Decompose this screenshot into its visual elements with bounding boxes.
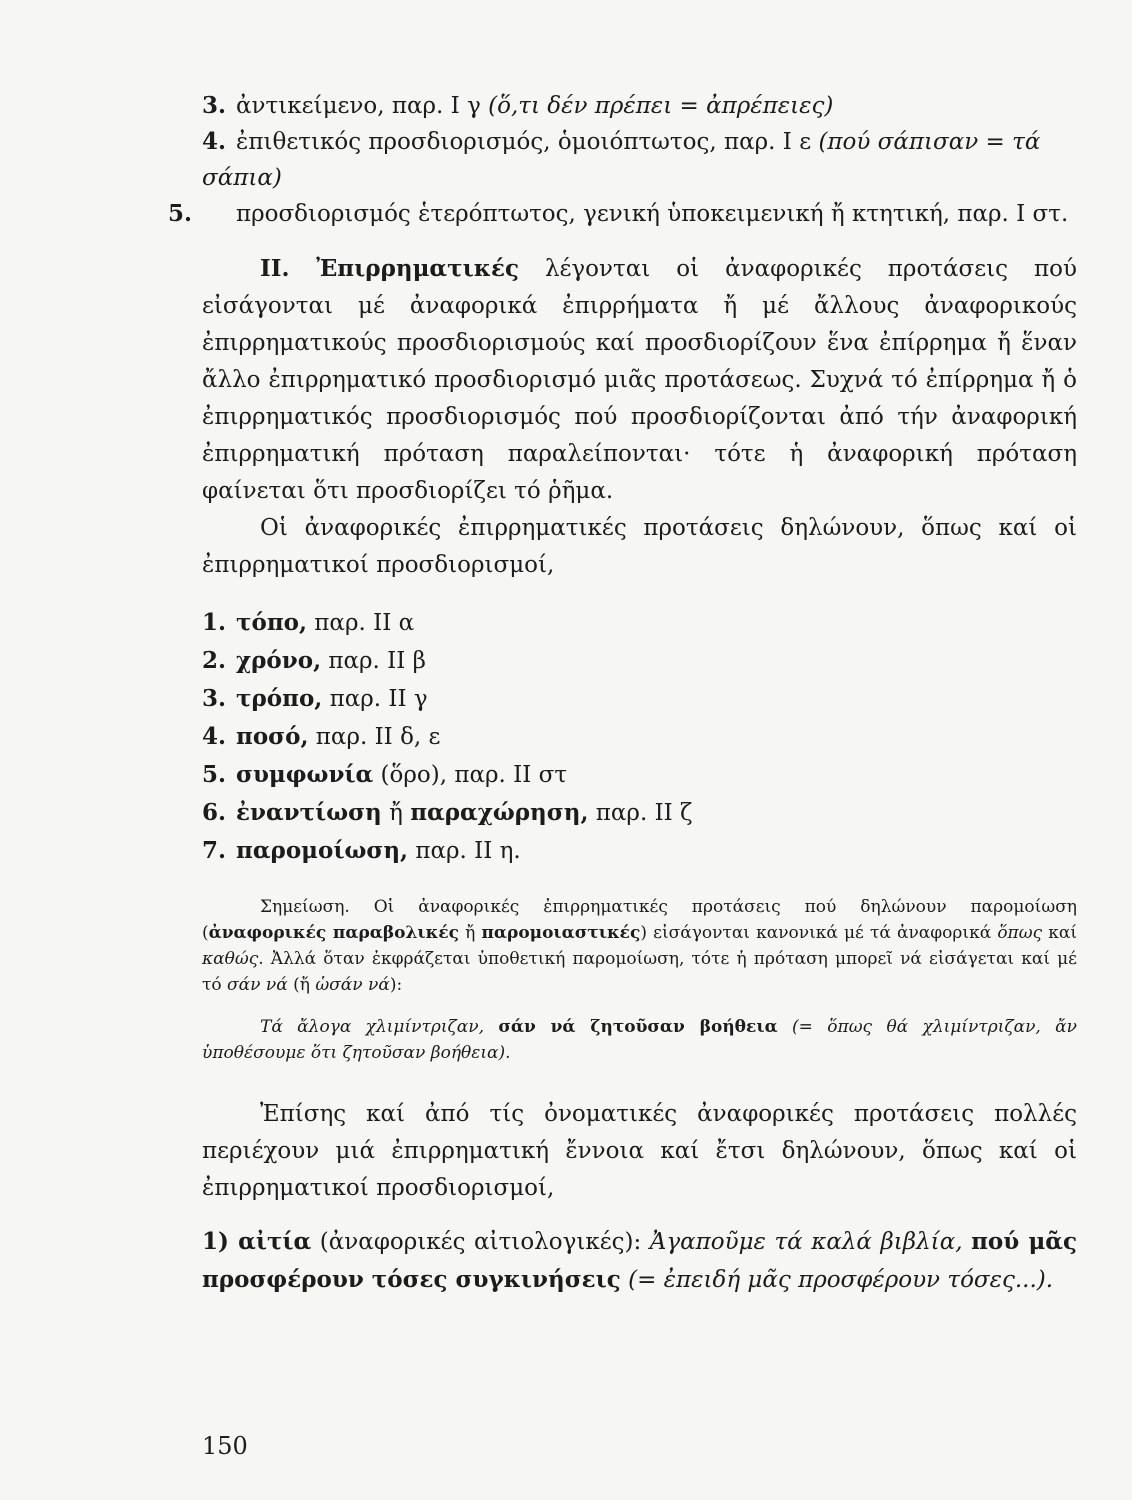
section-body: λέγονται οἱ ἀναφορικές προτάσεις πού εἰσάγονται μέ ἀναφορικά ἐπιρρήματα ἤ μέ ἄλλους ἀναφορικούς ἐπιρρηματικούς προσδιορισμούς καί προσδιορίζουν ἕνα ἐπίρρημα ἤ ἕναν ἄλλο ἐπιρρηματικό προσδιορισμό μιᾶς προτάσεως. Συχνά τό ἐπίρρημα ἤ ὁ ἐπιρρηματικός προσδιορισμός πού προσδιορίζονται ἀπό τήν ἀναφορική ἐπιρρηματική πρόταση παραλείπονται· τότε ἡ ἀναφορική πρόταση φαίνεται ὅτι προσδιορίζει τό ῥῆμα. [202, 256, 1077, 504]
note-text: καί [1042, 923, 1078, 943]
item-ref: παρ. ΙΙ α [307, 610, 415, 636]
item-term: χρόνο, [236, 647, 322, 674]
item-number: 5. [202, 761, 227, 788]
paragraph-3: Ἐπίσης καί ἀπό τίς ὀνοματικές ἀναφορικές προτάσεις πολλές περιέχουν μιά ἐπιρρηματική ἔννοια καί ἔτσι δηλώνουν, ὅπως καί οἱ ἐπιρρηματικοί προσδιορισμοί, [202, 1101, 1077, 1201]
note-text: . Ἀλλά ὅταν ἐκφράζεται ὑποθετική παρομοίωση, τότε ἡ πρόταση μπορεῖ νά εἰσάγεται καί μέ τό [202, 949, 1077, 995]
example-clause: σάν νά ζητοῦσαν βοήθεια [498, 1017, 778, 1037]
page-body [168, 88, 1078, 1299]
note-text: Σημείωση. Οἱ ἀναφορικές ἐπιρρηματικές προτάσεις πού δηλώνουν παρομοίωση ( [202, 897, 1077, 943]
note-italic: ὡσάν νά [315, 975, 390, 995]
list-item [202, 794, 1077, 832]
item-text: ἀντικείμενο, παρ. Ι γ [236, 93, 489, 119]
item-text: (ἀναφορικές αἰτιολογικές): [311, 1229, 650, 1255]
example-text: Τά ἄλογα χλιμίντριζαν, [260, 1017, 499, 1037]
item-ref: παρ. ΙΙ ζ [588, 800, 693, 826]
item-term: αἰτία [228, 1228, 312, 1255]
item-term: ἐναντίωση [236, 799, 382, 826]
item-number: 1. [202, 609, 227, 636]
item-term: τόπο, [236, 609, 307, 636]
item-number: 5. [168, 200, 193, 227]
item-ref: παρ. ΙΙ β [321, 648, 426, 674]
item-number: 6. [202, 799, 227, 826]
list1-item [202, 124, 1077, 196]
list-item [202, 756, 1077, 794]
example-text: (= ὅπως θά χλιμίντριζαν, ἄν ὑποθέσουμε ὅτι ζητοῦσαν βοήθεια). [202, 1017, 1077, 1063]
section-2-intro: Οἱ ἀναφορικές ἐπιρρηματικές προτάσεις δηλώνουν, ὅπως καί οἱ ἐπιρρηματικοί προσδιορισμοί, [202, 515, 1077, 578]
item-term: ποσό, [236, 723, 309, 750]
item-number: 4. [202, 723, 227, 750]
note-text: ) εἰσάγονται κανονικά μέ τά ἀναφορικά [640, 923, 998, 943]
note-term: παρομοιαστικές [481, 923, 641, 943]
example-clause: πού μᾶς προσφέρουν τόσες συγκινήσεις [202, 1228, 1077, 1293]
item-italic: (ὅ,τι δέν πρέπει = ἀπρέπειες) [488, 93, 834, 119]
item-ref: παρ. ΙΙ γ [322, 686, 428, 712]
item-number: 7. [202, 837, 227, 864]
section-heading: ΙΙ. Ἐπιρρηματικές [260, 255, 519, 282]
item-italic: (πού σάπισαν = τά σάπια) [202, 129, 1041, 191]
item-term-2: παραχώρηση, [410, 799, 589, 826]
example-italic: Ἀγαποῦμε τά καλά βιβλία, [649, 1229, 972, 1255]
list-item [202, 832, 1077, 870]
item-term: παρομοίωση, [236, 837, 409, 864]
note-italic: ὅπως [997, 923, 1043, 943]
item-term: συμφωνία [236, 761, 374, 788]
adverbial-list [202, 604, 1077, 870]
item-number: 3. [202, 685, 227, 712]
note-text: ): [389, 975, 403, 995]
note-italic: καθώς [202, 949, 259, 969]
item-ref: παρ. ΙΙ η. [408, 838, 521, 864]
item-number: 4. [202, 128, 227, 155]
page-number: 150 [202, 1432, 248, 1460]
item-number: 3. [202, 92, 227, 119]
list-item [202, 718, 1077, 756]
item-number: 2. [202, 647, 227, 674]
list1-item [202, 88, 1077, 124]
note-text: (ἤ [287, 975, 316, 995]
note-text: ἤ [459, 923, 482, 943]
list1-item [168, 196, 1077, 232]
list-item [202, 604, 1077, 642]
item-term: τρόπο, [236, 685, 323, 712]
cause-item [202, 1223, 1077, 1299]
item-number: 1) [202, 1228, 229, 1255]
note-italic: σάν νά [227, 975, 288, 995]
item-connector: ἤ [381, 800, 411, 826]
item-ref: (ὅρο), παρ. ΙΙ στ [373, 762, 568, 788]
list-item [202, 680, 1077, 718]
list-item [202, 642, 1077, 680]
note [202, 894, 1077, 998]
item-text: ἐπιθετικός προσδιορισμός, ὁμοιόπτωτος, παρ. Ι ε [236, 129, 819, 155]
item-text: προσδιορισμός ἑτερόπτωτος, γενική ὑποκειμενική ἤ κτητική, παρ. Ι στ. [236, 201, 1069, 227]
item-ref: παρ. ΙΙ δ, ε [308, 724, 441, 750]
note-example [202, 1014, 1077, 1066]
section-2-paragraph [202, 250, 1077, 510]
note-term: ἀναφορικές παραβολικές [208, 923, 460, 943]
example-italic: (= ἐπειδή μᾶς προσφέρουν τόσες...). [620, 1267, 1054, 1293]
